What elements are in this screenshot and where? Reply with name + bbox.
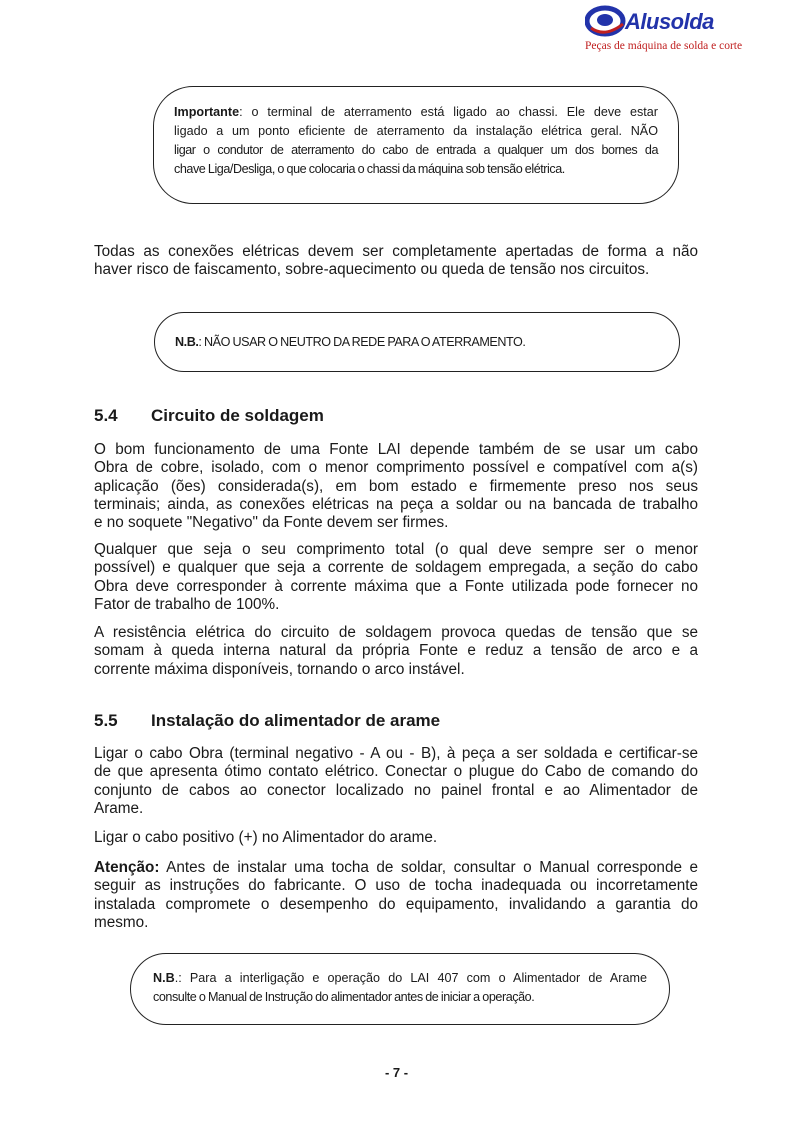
intro-paragraph xyxy=(94,243,698,280)
paragraph-line: e no soquete "Negativo" da Fonte devem ser firmes. xyxy=(94,514,449,532)
paragraph-line: O bom funcionamento de uma Fonte LAI depende também de se usar um cabo xyxy=(94,441,698,458)
brand-tagline: Peças de máquina de solda e corte xyxy=(585,40,743,52)
paragraph-line: de que apresenta ótimo contato elétrico. Conectar o plugue do Cabo de comando do xyxy=(94,763,698,781)
section-title: Circuito de soldagem xyxy=(151,406,324,425)
important-label: Importante xyxy=(174,105,240,119)
note-line: Importante: o terminal de aterramento está ligado ao chassi. Ele deve estar xyxy=(174,105,658,119)
paragraph-line: Ligar o cabo Obra (terminal negativo - A ou - B), à peça a ser soldada e certificar-se xyxy=(94,745,698,762)
paragraph-line: mesmo. xyxy=(94,913,149,931)
paragraph-line: terminais; ainda, as conexões elétricas na peça a soldar ou na bancada de trabalho xyxy=(94,495,698,513)
nb-neutral-text: N.B.: NÃO USAR O NEUTRO DA REDE PARA O ATERRAMENTO. xyxy=(175,335,526,349)
section-number: 5.5 xyxy=(94,711,118,730)
note-line: consulte o Manual de Instrução do alimentador antes de iniciar a operação. xyxy=(153,990,535,1004)
brand-logo xyxy=(585,4,743,54)
paragraph-line: A resistência elétrica do circuito de soldagem provoca quedas de tensão que se xyxy=(94,624,698,641)
paragraph-line: Qualquer que seja o seu comprimento total (o qual deve sempre ser o menor xyxy=(94,541,698,558)
paragraph-line: conjunto de cabos ao conector localizado no painel frontal e ao Alimentador de xyxy=(94,781,698,799)
paragraph-line: possível) e qualquer que seja a corrente de soldagem empregada, a seção do cabo xyxy=(94,559,698,577)
logo-swoosh-icon xyxy=(585,4,629,40)
paragraph-line: Todas as conexões elétricas devem ser completamente apertadas de forma a não xyxy=(94,243,698,260)
section-title: Instalação do alimentador de arame xyxy=(151,711,441,730)
note-line: ligar o condutor de aterramento do cabo de entrada a qualquer um dos bornes da xyxy=(174,143,658,157)
paragraph-line: seguir as instruções do fabricante. O uso de tocha inadequada ou incorretamente xyxy=(94,877,698,895)
note-line: ligado a um ponto eficiente de aterramento da instalação elétrica geral. NÃO xyxy=(174,124,658,138)
nb-feeder-note-box xyxy=(130,953,670,1025)
section-5-5-paragraph-2 xyxy=(94,829,698,847)
paragraph-line: somam à queda interna natural da própria Fonte e reduz a tensão de arco e a xyxy=(94,642,698,660)
paragraph-line: Obra de cobre, isolado, com o menor comprimento possível e compatível com a(s) xyxy=(94,459,698,477)
page-number: - 7 - xyxy=(384,1065,409,1080)
important-note-box xyxy=(153,86,679,204)
paragraph-line: instalada compromete o desempenho do equipamento, invalidando a garantia do xyxy=(94,895,698,913)
paragraph-line: Atenção: Antes de instalar uma tocha de soldar, consultar o Manual corresponde e xyxy=(94,859,698,876)
paragraph-line: Fator de trabalho de 100%. xyxy=(94,595,280,613)
nb-neutral-note-box xyxy=(154,312,680,372)
paragraph-line: Obra deve corresponder à corrente máxima que a Fonte utilizada pode fornecer no xyxy=(94,577,698,595)
section-5-4-paragraph-2 xyxy=(94,541,698,614)
section-5-4-paragraph-3 xyxy=(94,624,698,679)
section-5-5-paragraph-3 xyxy=(94,859,698,932)
section-5-4-paragraph-1 xyxy=(94,441,698,532)
section-number: 5.4 xyxy=(94,406,118,425)
paragraph-line: Arame. xyxy=(94,799,144,817)
paragraph-line: Ligar o cabo positivo (+) no Alimentador do arame. xyxy=(94,829,438,846)
attention-label: Atenção: xyxy=(94,859,160,876)
paragraph-line: aplicação (ões) considerada(s), em bom estado e firmemente preso nos seus xyxy=(94,477,698,495)
nb-label: N.B xyxy=(153,971,175,985)
note-line: chave Liga/Desliga, o que colocaria o chassi da máquina sob tensão elétrica. xyxy=(174,162,565,176)
section-heading-5-4 xyxy=(94,406,324,426)
paragraph-line: corrente máxima disponíveis, tornando o arco instável. xyxy=(94,660,465,678)
nb-label: N.B. xyxy=(175,335,199,349)
paragraph-line: haver risco de faiscamento, sobre-aquecimento ou queda de tensão nos circuitos. xyxy=(94,261,650,279)
note-line: N.B.: Para a interligação e operação do LAI 407 com o Alimentador de Arame xyxy=(153,971,647,985)
section-heading-5-5 xyxy=(94,711,440,731)
brand-name: Alusolda xyxy=(625,9,714,34)
section-5-5-paragraph-1 xyxy=(94,745,698,818)
